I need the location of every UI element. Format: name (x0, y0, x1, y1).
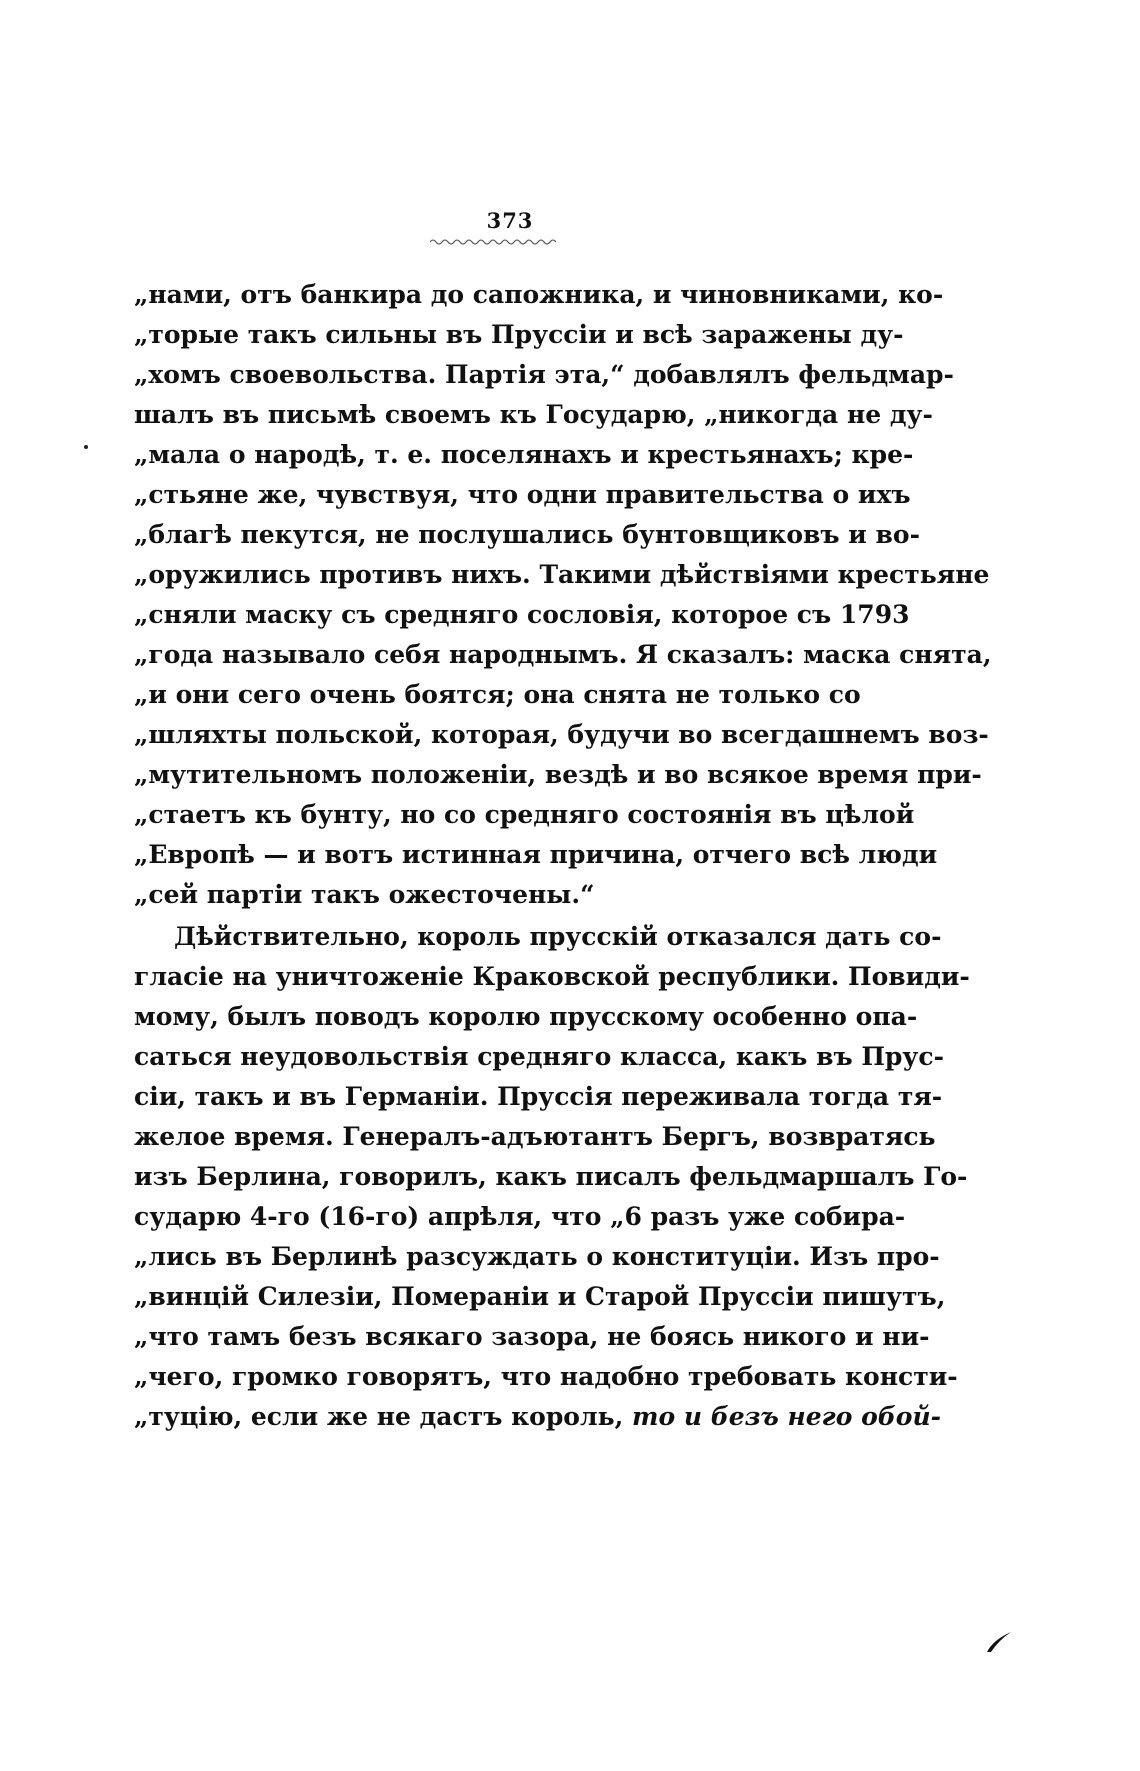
text-line: саться неудовольствія средняго класса, какъ въ Прус- (134, 1042, 945, 1071)
text-line: сударю 4-го (16-го) апрѣля, что „6 разъ уже собира- (134, 1202, 906, 1231)
body-text (134, 275, 992, 1437)
paragraph-1 (134, 275, 992, 915)
text-line: „и они сего очень боятся; она снята не только со (134, 680, 861, 709)
ornament-divider (430, 236, 560, 246)
text-line: „шляхты польской, которая, будучи во всегдашнемъ воз- (134, 720, 989, 749)
page-number: 373 (486, 208, 534, 233)
final-line-regular: „туцію, если же не дастъ король, (134, 1402, 632, 1431)
text-line: „мутительномъ положеніи, вездѣ и во всякое время при- (134, 760, 982, 789)
paragraph-2 (134, 917, 970, 1397)
text-line: „оружились противъ нихъ. Такими дѣйствіями крестьяне (134, 560, 990, 589)
text-line: „нами, отъ банкира до сапожника, и чиновниками, ко- (134, 280, 944, 309)
text-line: шалъ въ письмѣ своемъ къ Государю, „никогда не ду- (134, 400, 933, 429)
text-line: „года называло себя народнымъ. Я сказалъ: маска снята, (134, 640, 992, 669)
text-line: мому, былъ поводъ королю прусскому особенно опа- (134, 1002, 918, 1031)
text-line: „стаетъ къ бунту, но со средняго состоянія въ цѣлой (134, 800, 915, 829)
text-line: „лись въ Берлинѣ разсуждать о конституціи. Изъ про- (134, 1242, 940, 1271)
text-line: „благѣ пекутся, не послушались бунтовщиковъ и во- (134, 520, 920, 549)
text-line: „хомъ своевольства. Партія эта,“ добавлялъ фельдмар- (134, 360, 954, 389)
text-line: „стьяне же, чувствуя, что одни правительства о ихъ (134, 480, 911, 509)
text-line: Дѣйствительно, король прусскій отказался дать со- (174, 922, 942, 951)
text-line: „что тамъ безъ всякаго зазора, не боясь никого и ни- (134, 1322, 930, 1351)
text-line: „мала о народѣ, т. е. поселянахъ и крестьянахъ; кре- (134, 440, 914, 469)
text-line: „сняли маску съ средняго сословія, которое съ 1793 (134, 600, 910, 629)
final-line-italic: то и безъ него обой- (632, 1402, 942, 1431)
text-line: „торые такъ сильны въ Пруссіи и всѣ заражены ду- (134, 320, 904, 349)
text-line: „винцій Силезіи, Помераніи и Старой Пруссіи пишутъ, (134, 1282, 946, 1311)
text-line: „сей партіи такъ ожесточены.“ (134, 880, 595, 909)
text-line: изъ Берлина, говорилъ, какъ писалъ фельдмаршалъ Го- (134, 1162, 968, 1191)
text-line: желое время. Генералъ-адъютантъ Бергъ, возвратясь (134, 1122, 936, 1151)
text-line: сіи, такъ и въ Германіи. Пруссія переживала тогда тя- (134, 1082, 943, 1111)
text-line: „Европѣ — и вотъ истинная причина, отчего всѣ люди (134, 840, 938, 869)
margin-dot (84, 445, 88, 449)
text-line: гласіе на уничтоженіе Краковской республики. Повиди- (134, 962, 970, 991)
final-line (134, 1397, 942, 1437)
text-line: „чего, громко говорятъ, что надобно требовать консти- (134, 1362, 958, 1391)
ink-mark (985, 1630, 1013, 1654)
